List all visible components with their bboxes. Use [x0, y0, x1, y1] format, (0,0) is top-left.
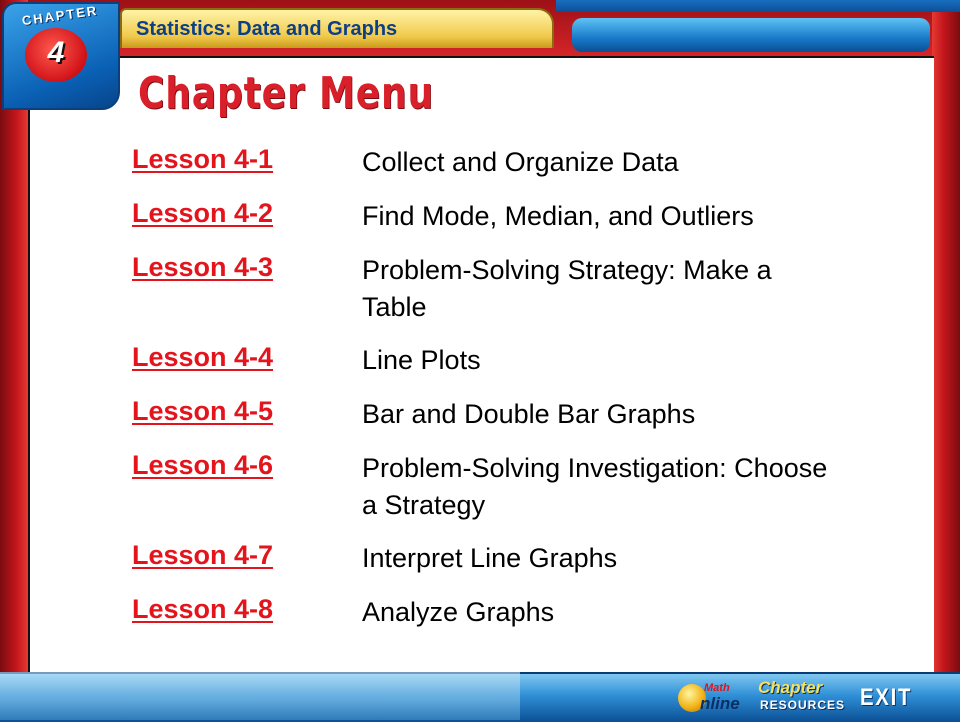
lesson-link[interactable]: Lesson 4-6: [132, 450, 274, 480]
lesson-title: Collect and Organize Data: [362, 147, 679, 177]
lesson-title: Problem-Solving Strategy: Make a Table: [362, 255, 772, 322]
exit-label: EXIT: [860, 684, 913, 711]
lesson-link[interactable]: Lesson 4-7: [132, 540, 274, 570]
lesson-title: Problem-Solving Investigation: Choose a Strategy: [362, 453, 828, 520]
bottom-toolbar-wave: [0, 672, 520, 720]
page-title: Chapter Menu: [138, 68, 435, 119]
lesson-title: Interpret Line Graphs: [362, 543, 618, 573]
chapter-resources-chapter: Chapter: [758, 678, 823, 697]
lesson-link[interactable]: Lesson 4-4: [132, 342, 274, 372]
frame-right: [932, 0, 960, 720]
lesson-link[interactable]: Lesson 4-1: [132, 144, 274, 174]
chapter-resources-button[interactable]: [756, 678, 848, 718]
header-title: Statistics: Data and Graphs: [136, 18, 398, 40]
exit-button[interactable]: [860, 682, 928, 712]
lesson-link[interactable]: Lesson 4-5: [132, 396, 274, 426]
lesson-title: Bar and Double Bar Graphs: [362, 399, 696, 429]
lesson-title: Find Mode, Median, and Outliers: [362, 201, 754, 231]
chapter-number: 4: [47, 36, 65, 69]
lesson-title: Line Plots: [362, 345, 481, 375]
lesson-title: Analyze Graphs: [362, 597, 555, 627]
lesson-link[interactable]: Lesson 4-3: [132, 252, 274, 282]
chapter-badge-word: CHAPTER: [20, 2, 100, 29]
math-online-word: Math: [704, 682, 730, 694]
math-online-button[interactable]: [678, 680, 742, 716]
top-blue-strip: [556, 0, 960, 12]
lesson-link[interactable]: Lesson 4-8: [132, 594, 274, 624]
chapter-resources-label: RESOURCES: [760, 698, 846, 712]
math-online-label: nline: [700, 694, 740, 713]
lesson-link[interactable]: Lesson 4-2: [132, 198, 274, 228]
top-blue-bar: [572, 18, 930, 52]
